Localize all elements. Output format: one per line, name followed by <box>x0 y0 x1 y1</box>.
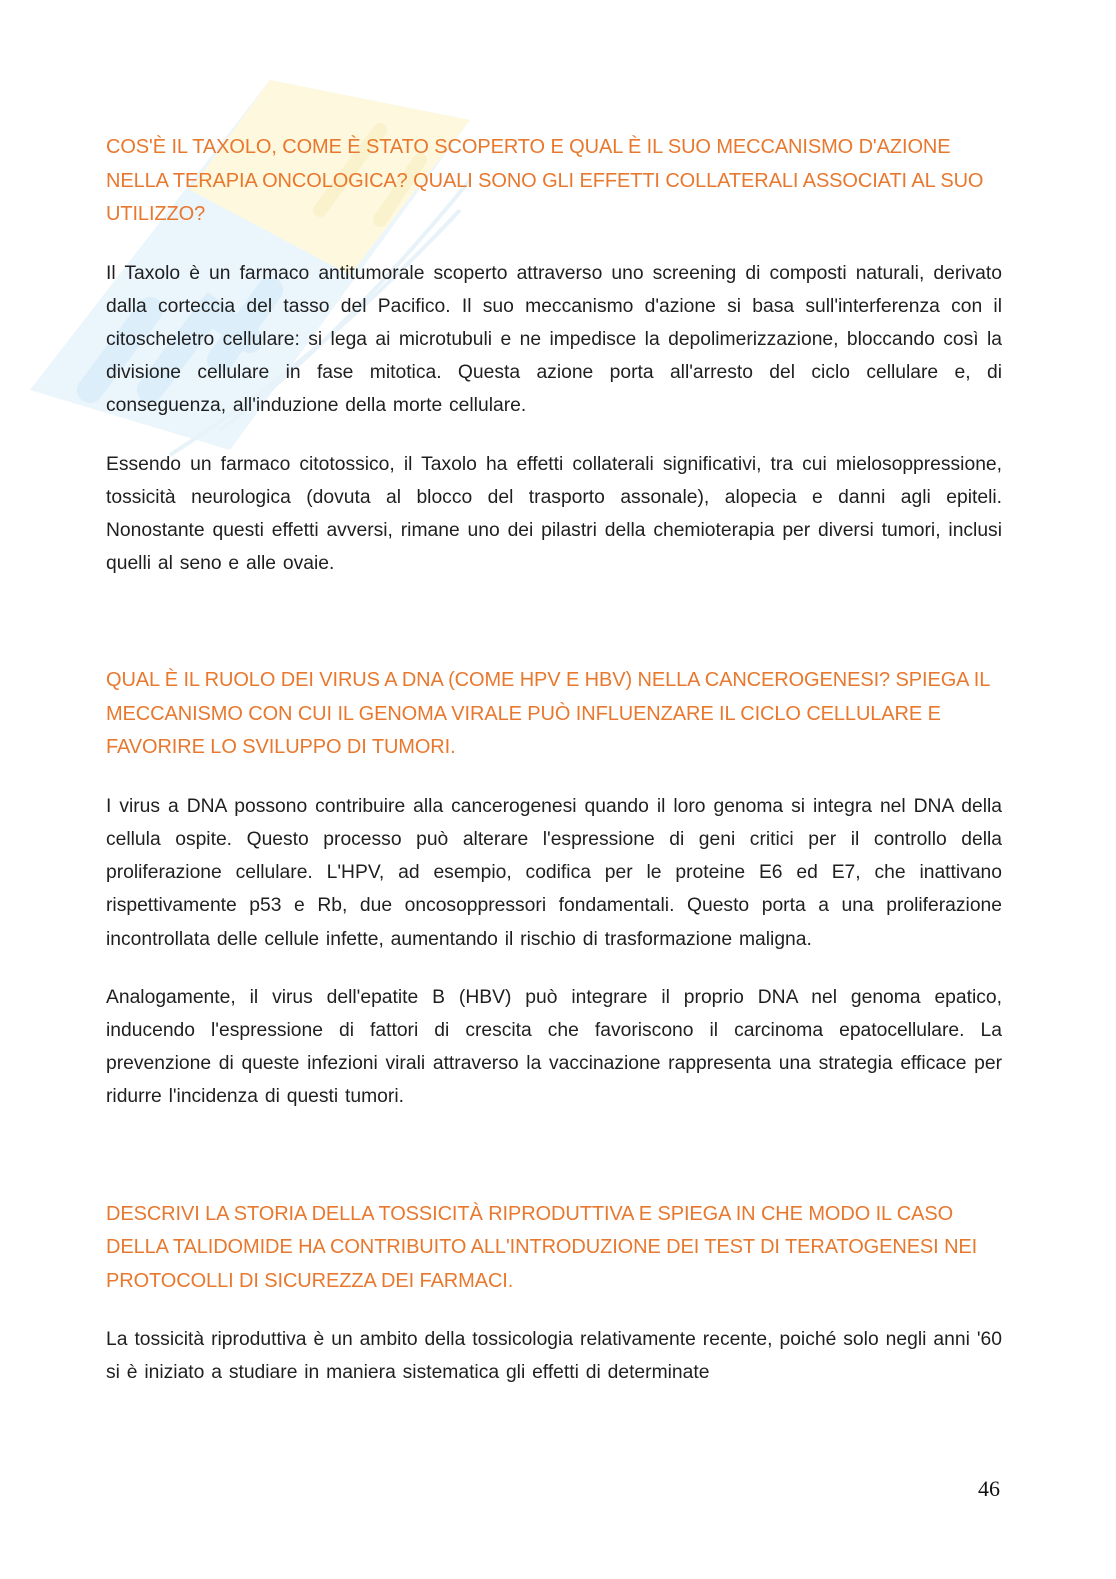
section-heading: DESCRIVI LA STORIA DELLA TOSSICITÀ RIPRODUTTIVA E SPIEGA IN CHE MODO IL CASO DELLA TALIDOMIDE HA CONTRIBUITO ALL'INTRODUZIONE DEI TEST DI TERATOGENESI NEI PROTOCOLLI DI SICUREZZA DEI FARMACI. <box>106 1202 978 1292</box>
page-number: 46 <box>978 1476 1000 1501</box>
section-taxolo <box>106 131 1002 580</box>
paragraph: Analogamente, il virus dell'epatite B (HBV) può integrare il proprio DNA nel genoma epatico, inducendo l'espressione di fattori di crescita che favoriscono il carcinoma epatocellulare. La prevenzione di queste infezioni virali attraverso la vaccinazione rappresenta una strategia efficace per ridurre l'incidenza di questi tumori. <box>106 986 1002 1108</box>
section-dna-virus <box>106 664 1002 1113</box>
section-heading: QUAL È IL RUOLO DEI VIRUS A DNA (COME HPV E HBV) NELLA CANCEROGENESI? SPIEGA IL MECCANISMO CON CUI IL GENOMA VIRALE PUÒ INFLUENZARE IL CICLO CELLULARE E FAVORIRE LO SVILUPPO DI TUMORI. <box>106 669 990 759</box>
paragraph: La tossicità riproduttiva è un ambito della tossicologia relativamente recente, poiché solo negli anni '60 si è iniziato a studiare in maniera sistematica gli effetti di determinate <box>106 1329 1002 1384</box>
section-heading: COS'È IL TAXOLO, COME È STATO SCOPERTO E QUAL È IL SUO MECCANISMO D'AZIONE NELLA TERAPIA ONCOLOGICA? QUALI SONO GLI EFFETTI COLLATERALI ASSOCIATI AL SUO UTILIZZO? <box>106 136 984 225</box>
paragraph: Essendo un farmaco citotossico, il Taxolo ha effetti collaterali significativi, tra cui mielosoppressione, tossicità neurologica (dovuta al blocco del trasporto assonale), alopecia e danni agli epiteli. Nonostante questi effetti avversi, rimane uno dei pilastri della chemioterapia per diversi tumori, inclusi quelli al seno e alle ovaie. <box>106 453 1002 575</box>
section-reproductive-toxicity <box>106 1198 1002 1390</box>
paragraph: I virus a DNA possono contribuire alla cancerogenesi quando il loro genoma si integra nel DNA della cellula ospite. Questo processo può alterare l'espressione di geni critici per il controllo della proliferazione cellulare. L'HPV, ad esempio, codifica per le proteine E6 ed E7, che inattivano rispettivamente p53 e Rb, due oncosoppressori fondamentali. Questo porta a una proliferazione incontrollata delle cellule infette, aumentando il rischio di trasformazione maligna. <box>106 795 1002 950</box>
document-body <box>106 131 1002 1390</box>
paragraph: Il Taxolo è un farmaco antitumorale scoperto attraverso uno screening di composti naturali, derivato dalla corteccia del tasso del Pacifico. Il suo meccanismo d'azione si basa sull'interferenza con il citoscheletro cellulare: si lega ai microtubuli e ne impedisce la depolimerizzazione, bloccando così la divisione cellulare in fase mitotica. Questa azione porta all'arresto del ciclo cellulare e, di conseguenza, all'induzione della morte cellulare. <box>106 262 1002 417</box>
